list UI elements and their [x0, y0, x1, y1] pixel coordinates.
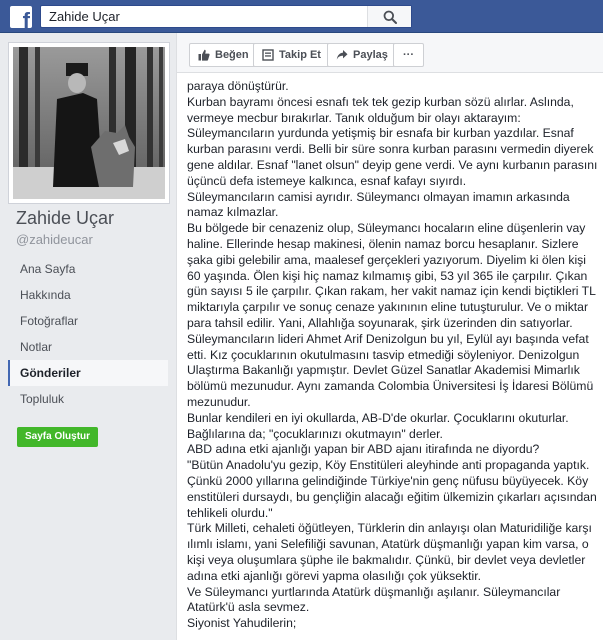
create-page-button[interactable]: Sayfa Oluştur	[17, 427, 98, 447]
post-text-line: "Bütün Anadolu'yu gezip, Köy Enstitüleri aleyhinde anti propaganda yaptık.	[187, 458, 590, 473]
nav-item-home[interactable]: Ana Sayfa	[20, 262, 76, 276]
post-text-line: Siyonist Yahudilerin;	[187, 616, 297, 631]
post-text-line: ABD adına etki ajanlığı yapan bir ABD ajanı itirafında ne diyordu?	[187, 442, 540, 457]
post-text-line: ılımlı islamı, yani Selefiliği savunan, Atatürk düşmanlığı yapan kim varsa, o	[187, 537, 589, 552]
nav-item-posts[interactable]: Gönderiler	[8, 360, 168, 386]
nav-item-community[interactable]: Topluluk	[20, 392, 65, 406]
search-button[interactable]	[367, 6, 411, 27]
post-text-line: gün sayısı 5 ile çarpılır. Çıkan rakam, her vakit namaz için kendi biçtikleri TL	[187, 284, 596, 299]
profile-photo-image	[13, 47, 165, 199]
post-text-line: vermeye mecbur bırakırlar. Tanık olduğum bir olayı aktarayım:	[187, 110, 521, 125]
post-text-line: tehlikeli olurdu."	[187, 505, 273, 520]
post-text-line: üçüncü defa istemeye kalkınca, esnaf kafayı sıyırdı.	[187, 173, 467, 188]
more-options-button[interactable]	[393, 43, 424, 67]
post-text-line: enstitüleri dursaydı, bu gençliğin alacağı eğitim ülkemizin çıkarları açısından	[187, 489, 597, 504]
share-label: Paylaş	[353, 49, 388, 61]
thumbs-up-icon	[198, 49, 210, 61]
search-icon	[383, 10, 397, 24]
post-text-line: Bu bölgede bir cenazeniz olup, Süleymancı hocaların eline düşenlerin vay	[187, 221, 586, 236]
post-text-line: etti. Kız çocuklarının okutulmasını tasvip etmediği söyleniyor. Denizolgun	[187, 347, 580, 362]
post-text-line: şaka gibi gelebilir ama, maalesef gerçekleri yazıyorum. Diyelim ki ölen kişi	[187, 252, 586, 267]
follow-icon	[262, 49, 274, 61]
post-text-line: adına etki ajanlığı görevi yapma olasılığı çok yüksektir.	[187, 568, 482, 583]
follow-label: Takip Et	[279, 49, 321, 61]
post-text-line: gene aldılar. Esnaf "lanet olsun" deyip gene verdi. Ve aynı kurbanın parasını	[187, 157, 598, 172]
post-text-line: para tahsil edilir. Yani, Allahlığa soyunarak, şirk üzerinden din satıyorlar.	[187, 315, 573, 330]
nav-item-notes[interactable]: Notlar	[20, 340, 53, 354]
like-label: Beğen	[215, 49, 249, 61]
post-text-line: miktarıyla çarpılır ve sonuç cenaze yakınının eline tutuşturulur. Ve o miktar	[187, 300, 589, 315]
share-arrow-icon	[336, 49, 348, 61]
post-body-text	[187, 79, 599, 632]
follow-button[interactable]	[253, 43, 330, 67]
page-title: Zahide Uçar	[16, 208, 115, 228]
facebook-logo-icon[interactable]: f	[10, 6, 32, 28]
nav-item-about[interactable]: Hakkında	[20, 288, 71, 302]
post-text-line: Bunlar kendileri en iyi okullarda, AB-D'de okurlar. Çocuklarını okuturlar.	[187, 410, 569, 425]
post-text-line: kurban parasını verdi. Belli bir süre sonra kurban parasını vermedin diyerek	[187, 142, 594, 157]
post-text-line: Türk Milleti, cehaleti öğütleyen, Türklerin din anlayışı olan Maturidiliğe karşı	[187, 521, 592, 536]
search-input[interactable]	[41, 6, 371, 27]
post-text-line: Süleymancıların lideri Ahmet Arif Denizolgun bu yıl, Eylül ayı başında vefat	[187, 331, 589, 346]
more-options-icon: ···	[403, 49, 414, 61]
left-column	[0, 33, 176, 640]
post-text-line: kişi veya oluşumlara şüphe ile bakmalıdır. Çünkü, bir devlet veya devletler	[187, 552, 586, 567]
post-text-line: Süleymancıların yurdunda yetişmiş bir esnafa bir kurban yazdılar. Esnaf	[187, 126, 574, 141]
like-button[interactable]	[189, 43, 258, 67]
post-text-line: Atatürk'ü asla sevmez.	[187, 600, 310, 615]
post-text-line: haline. Ellerinde hesap makinesi, ölenin namaz borcu hesaplanır. Sizlere	[187, 236, 579, 251]
search-box	[40, 5, 412, 28]
post-text-line: Ve Süleymancı yurtlarında Atatürk düşmanlığı aşılanır. Süleymancılar	[187, 584, 561, 599]
profile-picture[interactable]	[8, 42, 170, 204]
post-column	[176, 33, 603, 640]
post-text-line: paraya dönüştürür.	[187, 79, 289, 93]
share-button[interactable]	[327, 43, 397, 67]
post-text-line: Ulaştırma Bakanlığı yapmıştır. Devlet Güzel Sanatlar Akademisi Mimarlık	[187, 363, 580, 378]
nav-item-photos[interactable]: Fotoğraflar	[20, 314, 79, 328]
post-text-line: Kurban bayramı öncesi esnafı tek tek gezip kurban sözü alırlar. Aslında,	[187, 94, 574, 109]
post-text-line: Süleymancıların camisi ayrıdır. Süleymancı olmayan imamın arkasında	[187, 189, 570, 204]
post-text-line: mezunudur.	[187, 394, 251, 409]
post-text-line: namaz kılmazlar.	[187, 205, 279, 220]
post-text-line: 60 yaşında. Ölen kişi hiç namaz kılmamış gibi, 53 yıl 365 ile çarpılır. Çıkan	[187, 268, 588, 283]
page-nav	[8, 256, 168, 412]
post-text-line: Çünkü 2000 yıllarına gelindiğinde Türkiye'nin genç nüfusu büyüyecek. Köy	[187, 473, 589, 488]
post-text-line: Bağlılarına da; "çocuklarınızı okutmayın" derler.	[187, 426, 443, 441]
top-bar	[0, 0, 603, 33]
post-text-line: bölümü mezunudur. Aynı zamanda Colombia Üniversitesi İş İdaresi Bölümü	[187, 379, 594, 394]
page-action-bar	[177, 33, 603, 73]
page-username[interactable]: @zahideucar	[16, 232, 93, 247]
